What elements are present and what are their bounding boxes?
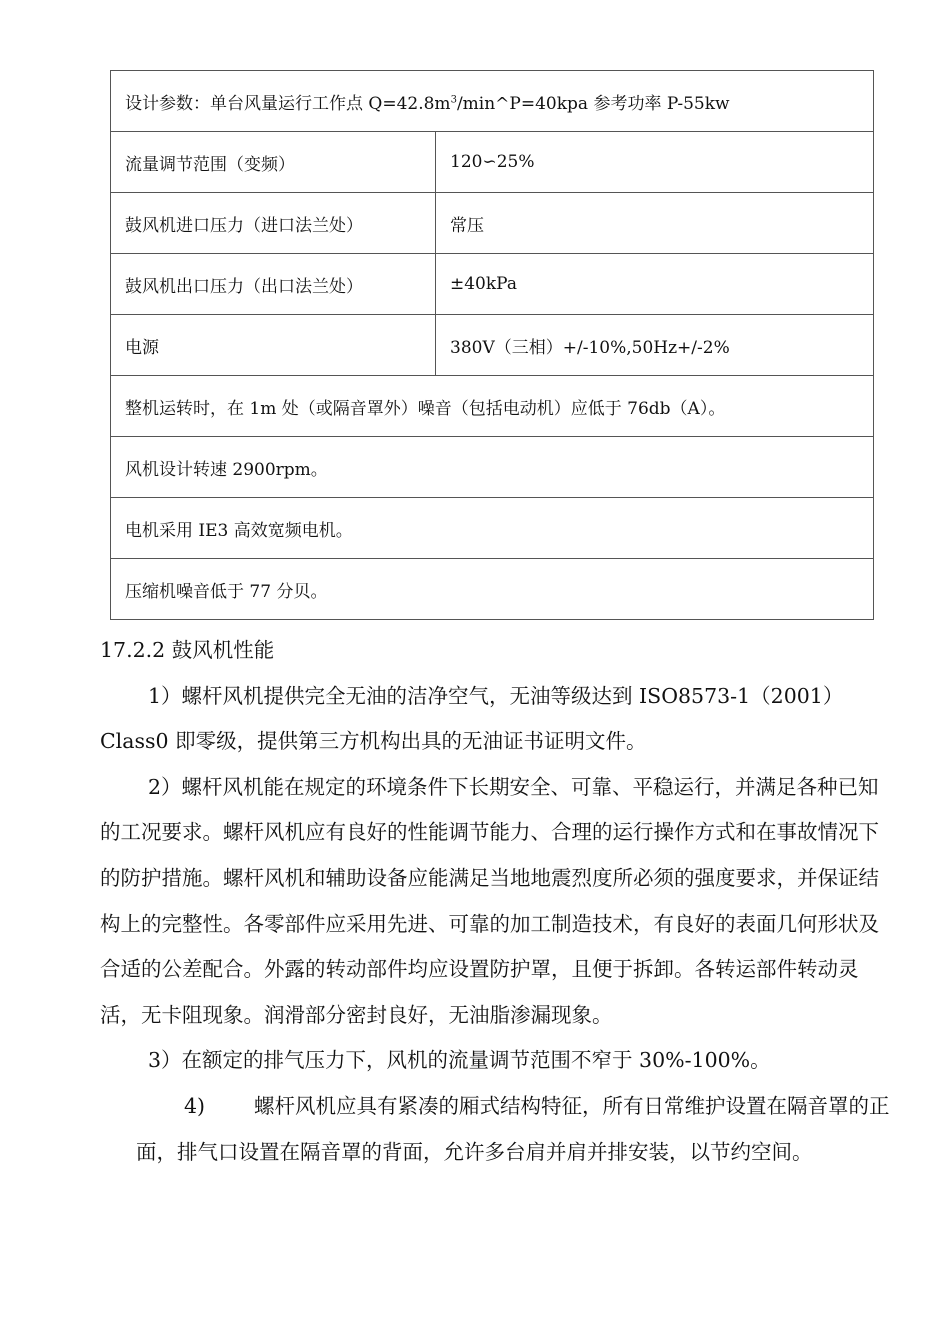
param-label: 鼓风机出口压力（出口法兰处） (111, 254, 436, 315)
paragraph-4-number: 4) (184, 1093, 206, 1118)
table-row (111, 193, 874, 254)
paragraph-1: 1）螺杆风机提供完全无油的洁净空气，无油等级达到 ISO8573-1（2001）Class0 即零级，提供第三方机构出具的无油证书证明文件。 (100, 683, 844, 754)
section-heading: 17.2.2 鼓风机性能 (100, 638, 275, 662)
param-value: 常压 (436, 193, 874, 254)
table-row-note (111, 437, 874, 498)
param-label: 鼓风机进口压力（进口法兰处） (111, 193, 436, 254)
paragraph-4 (100, 1084, 890, 1175)
table-row-note (111, 498, 874, 559)
param-value: ±40kPa (436, 254, 874, 315)
body-text (100, 628, 890, 1175)
design-params-superscript: 3 (450, 93, 457, 105)
table-row (111, 315, 874, 376)
design-params-suffix: /min^P=40kpa 参考功率 P-55kw (456, 93, 730, 114)
note-cell: 整机运转时，在 1m 处（或隔音罩外）噪音（包括电动机）应低于 76db（A）。 (111, 376, 874, 437)
paragraph-4-text: 螺杆风机应具有紧凑的厢式结构特征，所有日常维护设置在隔音罩的正面，排气口设置在隔音罩的背面，允许多台肩并肩并排安装，以节约空间。 (136, 1093, 890, 1164)
param-label: 电源 (111, 315, 436, 376)
paragraph-3: 3）在额定的排气压力下，风机的流量调节范围不窄于 30%-100%。 (148, 1048, 771, 1073)
param-label: 流量调节范围（变频） (111, 132, 436, 193)
param-value: 120∽25% (436, 132, 874, 193)
note-cell: 电机采用 IE3 高效宽频电机。 (111, 498, 874, 559)
design-params-cell (111, 71, 874, 132)
note-cell: 压缩机噪音低于 77 分贝。 (111, 559, 874, 620)
paragraph-2: 2）螺杆风机能在规定的环境条件下长期安全、可靠、平稳运行，并满足各种已知的工况要求。螺杆风机应有良好的性能调节能力、合理的运行操作方式和在事故情况下的防护措施。螺杆风机和辅助设备应能满足当地地震烈度所必须的强度要求，并保证结构上的完整性。各零部件应采用先进、可靠的加工制造技术，有良好的表面几何形状及合适的公差配合。外露的转动部件均应设置防护罩，且便于拆卸。各转运部件转动灵活，无卡阻现象。润滑部分密封良好，无油脂渗漏现象。 (100, 774, 879, 1027)
table-row (111, 254, 874, 315)
table-row (111, 132, 874, 193)
table-row-note (111, 376, 874, 437)
table-row-note (111, 559, 874, 620)
design-params-prefix: 设计参数：单台风量运行工作点 Q=42.8m (125, 93, 451, 114)
param-value: 380V（三相）+/-10%,50Hz+/-2% (436, 315, 874, 376)
note-cell: 风机设计转速 2900rpm。 (111, 437, 874, 498)
spec-table (110, 70, 874, 620)
table-row-design-params (111, 71, 874, 132)
